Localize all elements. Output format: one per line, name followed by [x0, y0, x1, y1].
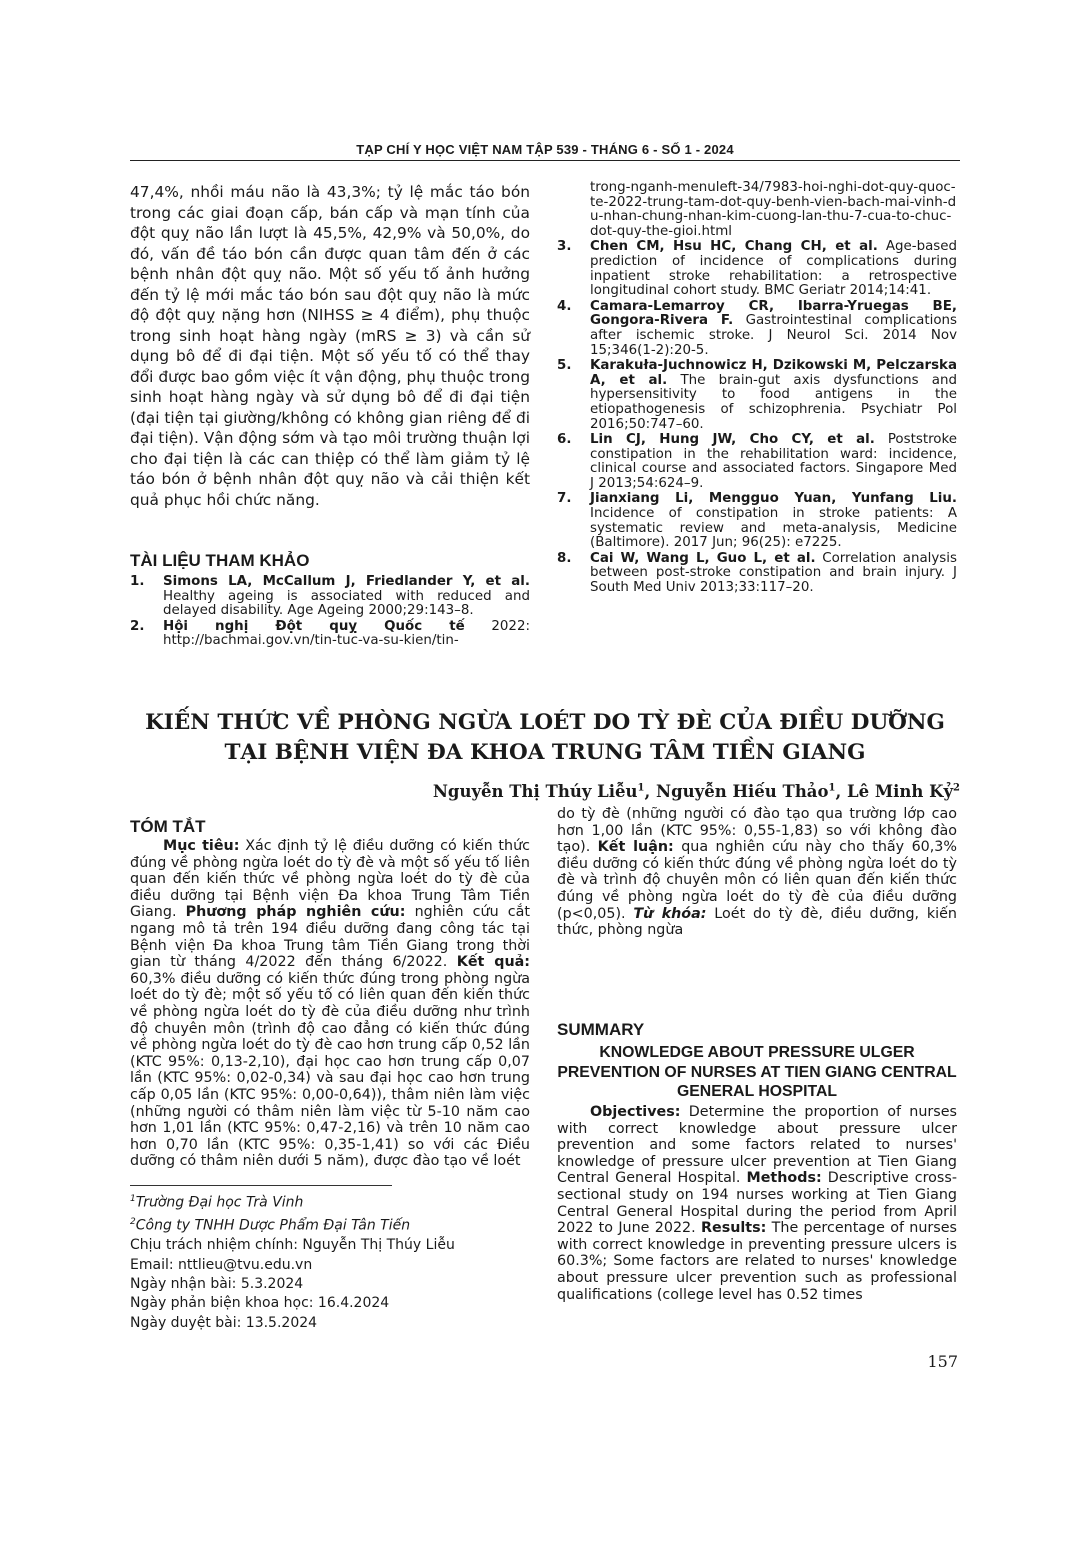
- reference-item: [130, 575, 530, 619]
- references-list-left: [130, 575, 530, 650]
- abstract-body-left: [130, 838, 530, 1176]
- journal-header: TẠP CHÍ Y HỌC VIỆT NAM TẬP 539 - THÁNG 6 - SỐ 1 - 2024: [356, 142, 734, 157]
- contact-email: Email: nttlieu@tvu.edu.vn: [130, 1256, 313, 1273]
- summary-heading: SUMMARY: [557, 1020, 645, 1039]
- results-label: Kết quả:: [456, 954, 530, 971]
- reference-item: [557, 552, 957, 596]
- author-affiliation-mark: 1: [637, 782, 645, 794]
- reference-authors: Karakuła-Juchnowicz H, Dzikowski M, Pelczarska A, et al.: [590, 358, 957, 388]
- references-heading: TÀI LIỆU THAM KHẢO: [130, 551, 310, 570]
- reference-text: Correlation analysis between post-stroke constipation and brain injury. J South Med Univ 2013;33:117–20.: [590, 550, 957, 596]
- summary-results-text: The percentage of nurses with correct knowledge in preventing pressure ulcers is 60.3%; Some factors are related to nurses' knowledge about pressure ulcer prevention such as professional qualifications (college level has 0.52 times: [557, 1220, 957, 1303]
- affiliation-text: Trường Đại học Trà Vinh: [135, 1194, 304, 1211]
- reference-authors: Lin CJ, Hung JW, Cho CY, et al.: [590, 432, 875, 448]
- reference-text: The brain-gut axis dysfunctions and hypersensitivity to food antigens in the etiopathogenesis of schizophrenia. Psychiatr Pol 2016;50:747–60.: [590, 372, 957, 432]
- reference-url-continuation: trong-nganh-menuleft-34/7983-hoi-nghi-dot-quy-quoc-te-2022-trung-tam-dot-quy-benh-vien-bach-mai-vinh-du-nhan-chung-nhan-kim-cuong-lan-thu-7-cua-to-chuc-dot-quy-the-gioi.html: [590, 180, 957, 239]
- reference-number: 1.: [130, 574, 145, 589]
- reference-text: Healthy ageing is associated with reduced and delayed disability. Age Ageing 2000;29:143–8.: [163, 588, 530, 619]
- abstract-paragraph: [130, 838, 530, 1170]
- abstract-heading: TÓM TẮT: [130, 817, 206, 836]
- date-accepted: Ngày duyệt bài: 13.5.2024: [130, 1314, 318, 1331]
- reference-number: 5.: [557, 358, 572, 374]
- author-affiliation-mark: 2: [953, 782, 960, 794]
- responsible-author: Chịu trách nhiệm chính: Nguyễn Thị Thúy Liễu: [130, 1237, 455, 1254]
- author-name: Nguyễn Hiếu Thảo: [656, 782, 829, 801]
- reference-item: [130, 620, 530, 649]
- article-authors: Nguyễn Thị Thúy Liễu$^1$, Nguyễn Hiếu Thảo$^1$, Lê Minh Kỷ$^2$: [432, 782, 960, 801]
- previous-article-conclusion: [130, 182, 530, 510]
- reference-number: 6.: [557, 432, 572, 448]
- summary-methods-text: Descriptive cross-sectional study on 194 nurses working at Tien Giang Central General Hospital during the period from April 2022 to June 2022.: [557, 1170, 957, 1237]
- summary-paragraph: [557, 1104, 957, 1303]
- affiliation-mark: 1: [130, 1194, 136, 1204]
- article-footnotes: [130, 1190, 530, 1333]
- reference-number: 7.: [557, 491, 572, 507]
- reference-text: Poststroke constipation in the rehabilitation ward: incidence, clinical course and associated factors. Singapore Med J 2013;54:624–9.: [590, 432, 957, 491]
- results-text: 60,3% điều dưỡng có kiến thức đúng trong phòng ngừa loét do tỳ đè; một số yếu tố có liên quan đến kiến thức về phòng ngừa loét do tỳ đè của điều dưỡng như trình độ chuyên môn (trình độ cao đẳng có kiến thức đúng về phòng ngừa loét do tỳ đè cao hơn trung cấp 0,52 lần (KTC 95%: 0,13-2,10), đại học cao hơn trung cấp 0,07 lần (KTC 95%: 0,02-0,34) và sau đại học cao hơn trung cấp 0,05 lần (KTC 95%: 0,00-0,64)), thâm niên làm việc (những người có thâm niên làm việc từ 5-10 năm cao hơn 1,01 lần (KTC 95%: 0,47-2,16) và trên 10 năm cao hơn 0,70 lần (KTC 95%: 0,35-1,41) so với các Điều dưỡng có thâm niên dưới 5 năm), được đào tạo về loét: [130, 970, 530, 1170]
- author-affiliation-mark: 1: [828, 782, 836, 794]
- reference-number: 8.: [557, 550, 572, 566]
- summary-methods-label: Methods:: [746, 1170, 822, 1187]
- header-divider: [130, 160, 960, 161]
- page-number: 157: [927, 1352, 958, 1371]
- keywords-label: Từ khóa:: [633, 905, 707, 922]
- footnote-divider: [130, 1185, 392, 1186]
- objective-text: Xác định tỷ lệ điều dưỡng có kiến thức đúng về phòng ngừa loét do tỳ đè và một số yếu tố liên quan đến kiến thức về phòng ngừa loét do tỳ đè của điều dưỡng tại Bệnh viện Đa khoa Trung Tâm Tiền Giang.: [130, 838, 530, 921]
- reference-number: 3.: [557, 239, 572, 255]
- results-text-continued: do tỳ đè (những người có đào tạo qua trường lớp cao hơn 1,00 lần (KTC 95%: 0,55-1,83) so với không đào tạo).: [557, 806, 957, 856]
- reference-authors: Camara-Lemarroy CR, Ibarra-Yruegas BE, Gongora-Rivera F.: [590, 298, 957, 329]
- references-list-right: [557, 181, 957, 597]
- summary-results-label: Results:: [701, 1220, 767, 1237]
- reference-text: Gastrointestinal complications after ischemic stroke. J Neurol Sci. 2014 Nov 15;346(1-2):20-5.: [590, 313, 958, 358]
- conclusion-text: qua nghiên cứu này cho thấy 60,3% điều dưỡng có kiến thức đúng về phòng ngừa loét do tỳ đè và trình độ chuyên môn có liên quan đến kiến thức đúng về phòng ngừa loét do tỳ đè của điều dưỡng (p<0,05).: [557, 839, 957, 922]
- author-name: Lê Minh Kỷ: [846, 782, 954, 801]
- abstract-body-right: [557, 806, 957, 939]
- summary-title: KNOWLEDGE ABOUT PRESSURE ULGER PREVENTION OF NURSES AT TIEN GIANG CENTRAL GENERAL HOSPITAL: [557, 1044, 957, 1101]
- reference-text: Age-based prediction of incidence of complications during inpatient stroke rehabilitation: a retrospective longitudinal cohort study. BMC Geriatr 2014;14:41.: [590, 239, 957, 299]
- author-name: Nguyễn Thị Thúy Liễu: [432, 782, 638, 801]
- reference-authors: Chen CM, Hsu HC, Chang CH, et al.: [590, 239, 878, 255]
- conclusion-label: Kết luận:: [597, 839, 674, 856]
- reference-number: 4.: [557, 298, 572, 314]
- reference-item: [557, 492, 957, 550]
- date-reviewed: Ngày phản biện khoa học: 16.4.2024: [130, 1295, 390, 1312]
- reference-authors: Jianxiang Li, Mengguo Yuan, Yunfang Liu.: [590, 491, 957, 507]
- reference-authors: Hội nghị Đột quỵ Quốc tế: [163, 618, 465, 634]
- summary-body: [557, 1104, 957, 1303]
- affiliation-text: Công ty TNHH Dược Phẩm Đại Tân Tiến: [135, 1217, 411, 1234]
- reference-item: [557, 240, 957, 298]
- affiliation-mark: 2: [130, 1217, 136, 1228]
- reference-item: [557, 359, 957, 432]
- abstract-conclusion-paragraph: [557, 806, 957, 939]
- summary-objectives-label: Objectives:: [590, 1104, 681, 1120]
- reference-text: 2022: http://bachmai.gov.vn/tin-tuc-va-su-kien/tin-: [163, 618, 530, 649]
- reference-text: Incidence of constipation in stroke patients: A systematic review and meta-analysis, Medicine (Baltimore). 2017 Jun; 96(25): e7225.: [590, 506, 957, 551]
- objective-label: Mục tiêu:: [163, 838, 240, 854]
- date-received: Ngày nhận bài: 5.3.2024: [130, 1275, 304, 1292]
- reference-item: [557, 433, 957, 491]
- conclusion-paragraph: 47,4%, nhồi máu não là 43,3%; tỷ lệ mắc táo bón trong các giai đoạn cấp, bán cấp và mạn tính của đột quỵ não lần lượt là 45,5%, 42,9% và 50,0%, do đó, vấn đề táo bón cần được quan tâm đến ở các bệnh nhân đột quỵ não. Một số yếu tố ảnh hưởng đến tỷ lệ mới mắc táo bón sau đột quỵ não là mức độ đột quỵ nặng hơn (NIHSS ≥ 4 điểm), phụ thuộc trong sinh hoạt hàng ngày (mRS ≥ 3) và cần sử dụng bô để đi đại tiện. Một số yếu tố có thể thay đổi được bao gồm việc ít vận động, phụ thuộc trong sinh hoạt hàng ngày và sử dụng bô để đi đại tiện (đại tiện tại giường/không có không gian riêng để đi đại tiện). Vận động sớm và tạo môi trường thuận lợi cho đại tiện là các can thiệp có thể làm giảm tỷ lệ táo bón ở bệnh nhân đột quỵ não và cải thiện kết quả phục hồi chức năng.: [130, 183, 530, 509]
- reference-item: [557, 300, 957, 358]
- summary-objectives-text: Determine the proportion of nurses with correct knowledge about pressure ulcer prevention and some factors related to nurses' knowledge of pressure ulcer prevention at Tien Giang Central General Hospital.: [557, 1104, 957, 1187]
- reference-authors: Simons LA, McCallum J, Friedlander Y, et al.: [163, 574, 530, 589]
- article-title: [130, 708, 960, 768]
- methods-text: nghiên cứu cắt ngang mô tả trên 194 điều dưỡng đang công tác tại Bệnh viện Đa khoa Trung tâm Tiền Giang trong thời gian từ tháng 4/2022 đến tháng 6/2022.: [130, 904, 530, 971]
- methods-label: Phương pháp nghiên cứu:: [185, 904, 406, 921]
- reference-authors: Cai W, Wang L, Guo L, et al.: [590, 550, 816, 566]
- article-title-line-1: KIẾN THỨC VỀ PHÒNG NGỪA LOÉT DO TỲ ĐÈ CỦA ĐIỀU DƯỠNG: [145, 710, 945, 735]
- affiliation-1: [130, 1190, 530, 1213]
- reference-number: 2.: [130, 618, 145, 634]
- affiliation-2: [130, 1213, 530, 1236]
- article-title-line-2: TẠI BỆNH VIỆN ĐA KHOA TRUNG TÂM TIỀN GIANG: [224, 740, 866, 765]
- keywords-text: Loét do tỳ đè, điều dưỡng, kiến thức, phòng ngừa: [557, 905, 957, 939]
